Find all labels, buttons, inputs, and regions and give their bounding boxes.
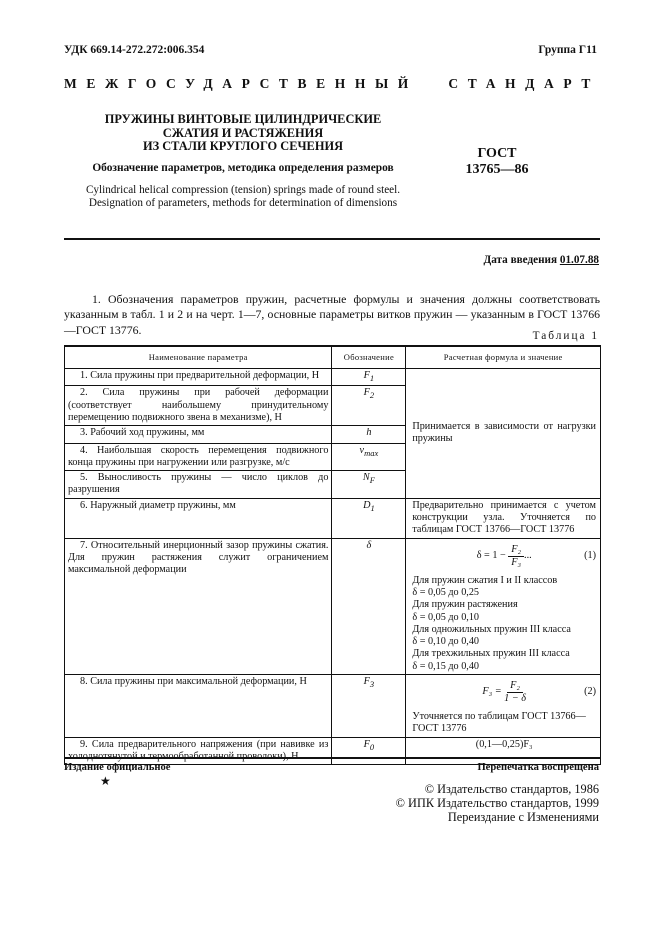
param-symbol: $D_1$ [332, 498, 406, 538]
copyright-2: © ИПК Издательство стандартов, 1999 [395, 796, 599, 810]
gost-code: 13765—86 [465, 162, 529, 177]
param-name: 8. Сила пружины при максимальной деформации, Н [65, 675, 332, 738]
formula-2: F₃ = $\frac{\text{F₂}}{1 - \delta}$ (2) [482, 680, 596, 704]
gost-number [462, 146, 532, 178]
param-name: 4. Наибольшая скорость перемещения подвижного конца пружины при нагружении или разгрузке, м/с [65, 443, 332, 471]
param-name: 6. Наружный диаметр пружины, мм [65, 498, 332, 538]
table-row [65, 498, 601, 538]
standard-word-standard: СТАНДАРТ [448, 76, 600, 91]
document-title [64, 113, 422, 154]
header-parameter-name: Наименование параметра [65, 346, 332, 369]
reissue-note: Переиздание с Изменениями [447, 810, 599, 824]
reprint-notice: Перепечатка воспрещена [477, 762, 599, 773]
param-value: δ = 1 − $\frac{\text{F₂}}{\text{F₃}}$ ... (1) Для пружин сжатия I и II классов δ = 0,05 до 0,25 Для пружин растяжения δ = 0,05 до 0,10 Для одножильных пружин III класса δ = 0,10 до 0,40 Для трехжильных пружин III класса δ = 0,15 до 0,40 [406, 538, 601, 674]
header-formula: Расчетная формула и значение [406, 346, 601, 369]
effective-date [484, 254, 599, 266]
param-value: (0,1—0,25)F₃ [406, 737, 601, 765]
param-name: 5. Выносливость пружины — число циклов до разрушения [65, 471, 332, 499]
group-code: Группа Г11 [538, 44, 597, 56]
document-subtitle: Обозначение параметров, методика определения размеров [92, 162, 394, 174]
param-symbol: δ [332, 538, 406, 674]
table-row [65, 369, 601, 386]
param-name: 2. Сила пружины при рабочей деформации (соответствует наибольшему принудительному перемещению подвижного звена в механизме), Н [65, 386, 332, 426]
param-value: F₃ = $\frac{\text{F₂}}{1 - \delta}$ (2) Уточняется по таблицам ГОСТ 13766—ГОСТ 13776 [406, 675, 601, 738]
param-symbol: $F_3$ [332, 675, 406, 738]
gost-label: ГОСТ [477, 146, 517, 161]
param-symbol: h [332, 426, 406, 443]
table-caption: Таблица 1 [532, 330, 599, 342]
standard-heading [64, 76, 600, 92]
official-edition: Издание официальное [64, 762, 171, 773]
param-name: 9. Сила предварительного напряжения (при навивке из [65, 737, 332, 765]
parameters-table [64, 345, 601, 765]
date-label: Дата введения [483, 254, 558, 266]
param-value-merged: Принимается в зависимости от нагрузки пружины [406, 369, 601, 499]
param-symbol: $N_F$ [332, 471, 406, 499]
udk-code: УДК 669.14-272.272:006.354 [64, 44, 205, 56]
param-symbol: $F_2$ [332, 386, 406, 426]
formula-number: (2) [584, 686, 596, 698]
table-row [65, 737, 601, 765]
title-line-2: СЖАТИЯ И РАСТЯЖЕНИЯ [162, 125, 324, 140]
table-row [65, 538, 601, 674]
header-divider [64, 238, 600, 240]
param-name: 3. Рабочий ход пружины, мм [65, 426, 332, 443]
english-title: Cylindrical helical compression (tension) springs made of round steel. Designation of parameters, methods for determination of dimensions [85, 184, 401, 210]
standard-word-interstate: МЕЖГОСУДАРСТВЕННЫЙ [64, 76, 418, 91]
copyright-1: © Издательство стандартов, 1986 [424, 782, 599, 796]
param-name: 7. Относительный инерционный зазор пружины сжатия. Для пружин растяжения служит ограничением максимальной деформации [65, 538, 332, 674]
title-line-1: ПРУЖИНЫ ВИНТОВЫЕ ЦИЛИНДРИЧЕСКИЕ [104, 112, 382, 126]
formula-number: (1) [584, 549, 596, 561]
copyright-block [396, 782, 599, 824]
table-header-row [65, 346, 601, 369]
param-symbol: $v_{max}$ [332, 443, 406, 471]
param-value: Предварительно принимается с учетом конструкции узла. Уточняется по таблицам ГОСТ 13766—ГОСТ 13776 [406, 498, 601, 538]
param-name: 1. Сила пружины при предварительной деформации, Н [65, 369, 332, 386]
param-symbol: $F_1$ [332, 369, 406, 386]
formula-1: δ = 1 − $\frac{\text{F₂}}{\text{F₃}}$ ... (1) [476, 543, 596, 568]
intro-paragraph: 1. Обозначения параметров пружин, расчетные формулы и значения должны соответствовать указанным в табл. 1 и 2 и на черт. 1—7, основные параметры витков пружин — указанным в ГОСТ 13766—ГОСТ 13776. [64, 292, 600, 337]
title-line-3: ИЗ СТАЛИ КРУГЛОГО СЕЧЕНИЯ [142, 139, 344, 153]
date-value: 01.07.88 [559, 254, 599, 266]
star-icon: ★ [100, 774, 111, 788]
param-symbol: $F_0$ [332, 737, 406, 765]
header-symbol: Обозначение [332, 346, 406, 369]
table-row [65, 675, 601, 738]
footer-divider [64, 757, 601, 759]
